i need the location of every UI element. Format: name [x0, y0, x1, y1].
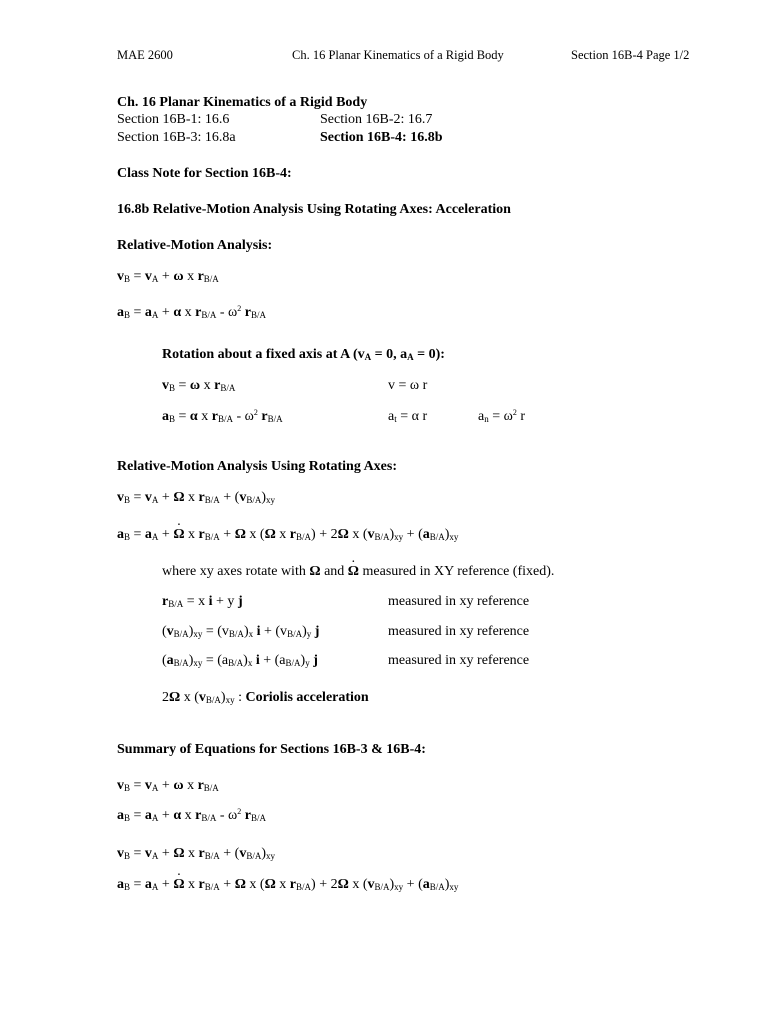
section-16b2: Section 16B-2: 16.7 — [320, 112, 433, 127]
rotating-heading: Relative-Motion Analysis Using Rotating Axes: — [117, 459, 397, 474]
eq-fixed-velocity-scalar: v = ω r — [388, 378, 428, 393]
eq-accel-xy: $(a_{B/A})_{xy} = (a_{B/A})_x$ $i + (a_{B/A})_y$ j — [162, 653, 318, 668]
header-chapter: Ch. 16 Planar Kinematics of a Rigid Body — [292, 48, 504, 62]
fixed-axis-heading: Rotation about a fixed axis at A ($v_A = 0$, $a_A = 0$): — [162, 347, 445, 362]
eq-normal-accel: $a_n = \omega^2$ r — [478, 408, 526, 424]
where-xy-axes-note: where xy axes rotate with Ω and · Ω measured in XY reference (fixed). — [162, 563, 554, 581]
rel-motion-heading: Relative-Motion Analysis: — [117, 238, 273, 253]
section-16b1: Section 16B-1: 16.6 — [117, 112, 230, 127]
section-16b3: Section 16B-3: 16.8a — [117, 130, 236, 145]
class-note-heading: Class Note for Section 16B-4: — [117, 166, 292, 181]
topic-heading: 16.8b Relative-Motion Analysis Using Rotating Axes: Acceleration — [117, 202, 511, 217]
eq-accel-relative: $a_B = a_A + \alpha$ x $r_{B/A} - \omega^2$ $r_{B/A}$ — [117, 304, 267, 320]
eq-fixed-accel-vector: $a_B = \alpha$ x $r_{B/A} - \omega^2$ $r_{B/A}$ — [162, 408, 283, 424]
chapter-title: Ch. 16 Planar Kinematics of a Rigid Body — [117, 95, 368, 110]
note-accel-measured: measured in xy reference — [388, 653, 530, 668]
note-position-measured: measured in xy reference — [388, 594, 530, 609]
header-section-page: Section 16B-4 Page 1/2 — [571, 48, 690, 62]
header-course: MAE 2600 — [117, 48, 173, 62]
coriolis-label: Coriolis acceleration — [245, 690, 369, 705]
eq-position-xy: $r_{B/A} = x$ i + y j — [162, 594, 243, 609]
eq-fixed-velocity-vector: $v_B = \omega$ x $r_{B/A}$ — [162, 378, 236, 393]
eq-tangential-accel: $a_t = \alpha$ r — [388, 409, 428, 424]
eq-velocity-relative: $v_B = v_A + \omega$ x $r_{B/A}$ — [117, 269, 219, 284]
summary-eq-accel: $a_B = a_A + \alpha$ x $r_{B/A} - \omega^2$ $r_{B/A}$ — [117, 807, 267, 823]
summary-eq-rotating-accel: $a_B = a_A$ + · Ω x $r_{B/A} + \Omega$ x (Ω x $r_{B/A}) + 2\Omega$ x $(v_{B/A})_{xy} + (a_{B/A})_{xy}$ — [117, 876, 458, 894]
summary-eq-rotating-velocity: $v_B = v_A + \Omega$ x $r_{B/A} + (v_{B/A})_{xy}$ — [117, 846, 276, 861]
summary-eq-velocity: $v_B = v_A + \omega$ x $r_{B/A}$ — [117, 778, 219, 793]
section-16b4: Section 16B-4: 16.8b — [320, 130, 443, 145]
eq-rotating-velocity: $v_B = v_A + \Omega$ x $r_{B/A} + (v_{B/A})_{xy}$ — [117, 490, 276, 505]
eq-rotating-accel: $a_B = a_A$ + · Ω x $r_{B/A} + \Omega$ x (Ω x $r_{B/A}) + 2\Omega$ x $(v_{B/A})_{xy} + (a_{B/A})_{xy}$ — [117, 526, 458, 544]
note-velocity-measured: measured in xy reference — [388, 624, 530, 639]
summary-heading: Summary of Equations for Sections 16B-3 & 16B-4: — [117, 742, 426, 757]
eq-coriolis: 2Ω x $(v_{B/A})_{xy}$ : Coriolis acceleration — [162, 690, 369, 705]
eq-velocity-xy: $(v_{B/A})_{xy} = (v_{B/A})_x$ $i + (v_{B/A})_y$ j — [162, 624, 320, 639]
